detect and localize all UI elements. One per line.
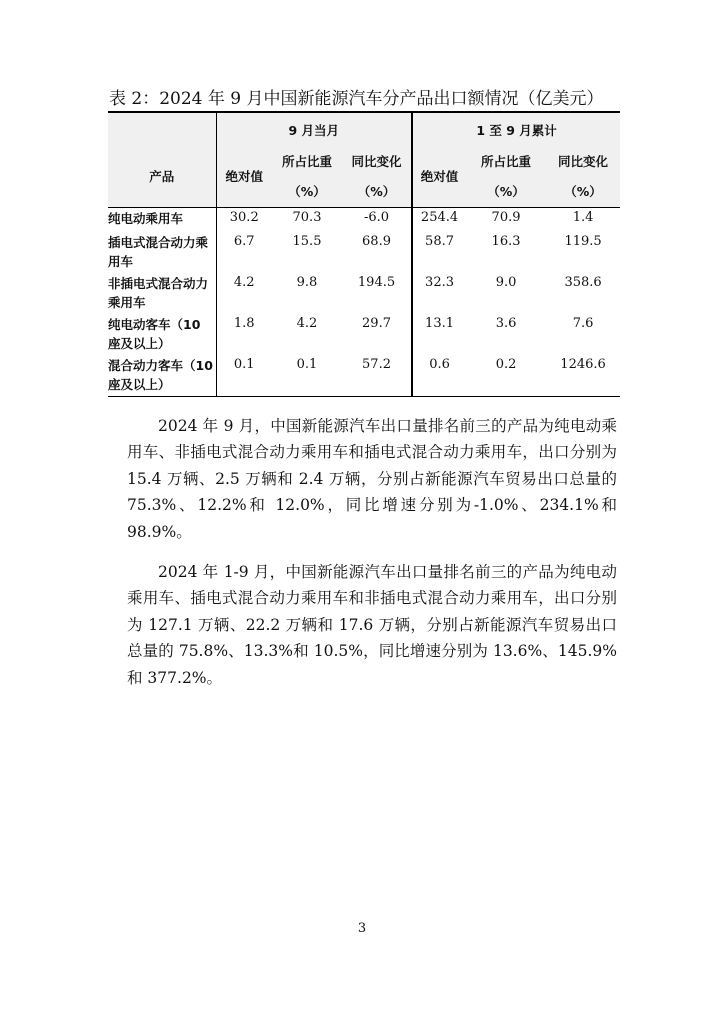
col-header-share-label: 所占比重 [281,154,332,169]
col-header-yoy [342,147,412,208]
col-header-share-unit: （%） [288,184,326,199]
cell-value: 68.9 [362,234,391,249]
body-paragraph-september: 2024 年 9 月，中国新能源汽车出口量排名前三的产品为纯电动乘用车、非插电式混合动力乘用车和插电式混合动力乘用车，出口分别为 15.4 万辆、2.5 万辆和 2.4 万辆，分别占新能源汽车贸易出口总量的 75.3%、12.2%和 12.0%，同比增速分别为-1.0%、234.1%和 98.9%。 [127,416,617,541]
col-header-abs: 绝对值 [216,147,272,208]
col-header-share-cum-unit: （%） [487,184,525,199]
cell-value: 29.7 [362,316,391,331]
row-product-name: 非插电式混合动力乘用车 [108,276,209,310]
body-paragraph-jan-sep: 2024 年 1-9 月，中国新能源汽车出口量排名前三的产品为纯电动乘用车、插电式混合动力乘用车和非插电式混合动力乘用车，出口分别为 127.1 万辆、22.2 万辆和 17.6 万辆，分别占新能源汽车贸易出口总量的 75.8%、13.3%和 10.5%，同比增速分别为 13.6%、145.9%和 377.2%。 [127,562,617,687]
cell-value: 194.5 [357,275,396,290]
cell-value: 358.6 [564,275,602,290]
cell-value: 1246.6 [546,355,620,397]
col-header-share-cum [466,147,546,208]
row-product-name: 纯电动乘用车 [108,211,184,226]
table-row [108,232,620,273]
col-header-share [272,147,342,208]
cell-value: 15.5 [292,234,322,249]
col-header-yoy-label: 同比变化 [351,154,402,169]
group-header-cumulative: 1 至 9 月累计 [412,112,620,147]
cell-value: 1.8 [216,314,272,355]
row-product-name: 混合动力客车（10 座及以上） [108,355,216,397]
col-header-yoy-cum-unit: （%） [564,184,602,199]
table-row [108,273,620,314]
cell-value: 3.6 [495,316,517,331]
cell-value: 70.9 [491,210,521,225]
export-table [108,111,620,397]
col-header-abs-cum: 绝对值 [412,147,466,208]
cell-value: 9.8 [296,275,318,290]
cell-value: 70.3 [292,210,322,225]
col-header-yoy-unit: （%） [357,184,396,199]
cell-value: 0.6 [412,355,466,397]
cell-value: 57.2 [342,355,412,397]
row-product-name: 纯电动客车（10 座及以上） [108,317,201,351]
table-group-header-row [108,112,620,147]
cell-value: 4.2 [296,316,318,331]
row-product-name: 插电式混合动力乘用车 [108,235,209,269]
cell-value: 7.6 [572,316,594,331]
table-caption: 表 2：2024 年 9 月中国新能源汽车分产品出口额情况（亿美元） [109,89,604,109]
cell-value: 9.0 [495,275,517,290]
col-header-yoy-cum [546,147,620,208]
cell-value: 6.7 [216,232,272,273]
table-row [108,355,620,397]
cell-value: 0.1 [272,355,342,397]
page-number: 3 [357,921,367,936]
table-row [108,314,620,355]
cell-value: 16.3 [491,234,521,249]
cell-value: 1.4 [572,210,594,225]
cell-value: 119.5 [564,234,602,249]
cell-value: 30.2 [216,208,272,233]
cell-value: 0.1 [216,355,272,397]
col-header-yoy-cum-label: 同比变化 [558,154,609,169]
cell-value: -6.0 [363,210,390,225]
cell-value: 254.4 [412,208,466,233]
col-header-share-cum-label: 所占比重 [481,154,532,169]
cell-value: 4.2 [216,273,272,314]
table-row [108,208,620,233]
cell-value: 32.3 [412,273,466,314]
group-header-sep: 9 月当月 [216,112,412,147]
table-column-header-row [108,147,620,208]
cell-value: 58.7 [412,232,466,273]
cell-value: 13.1 [412,314,466,355]
col-header-product: 产品 [108,147,216,208]
cell-value: 0.2 [466,355,546,397]
